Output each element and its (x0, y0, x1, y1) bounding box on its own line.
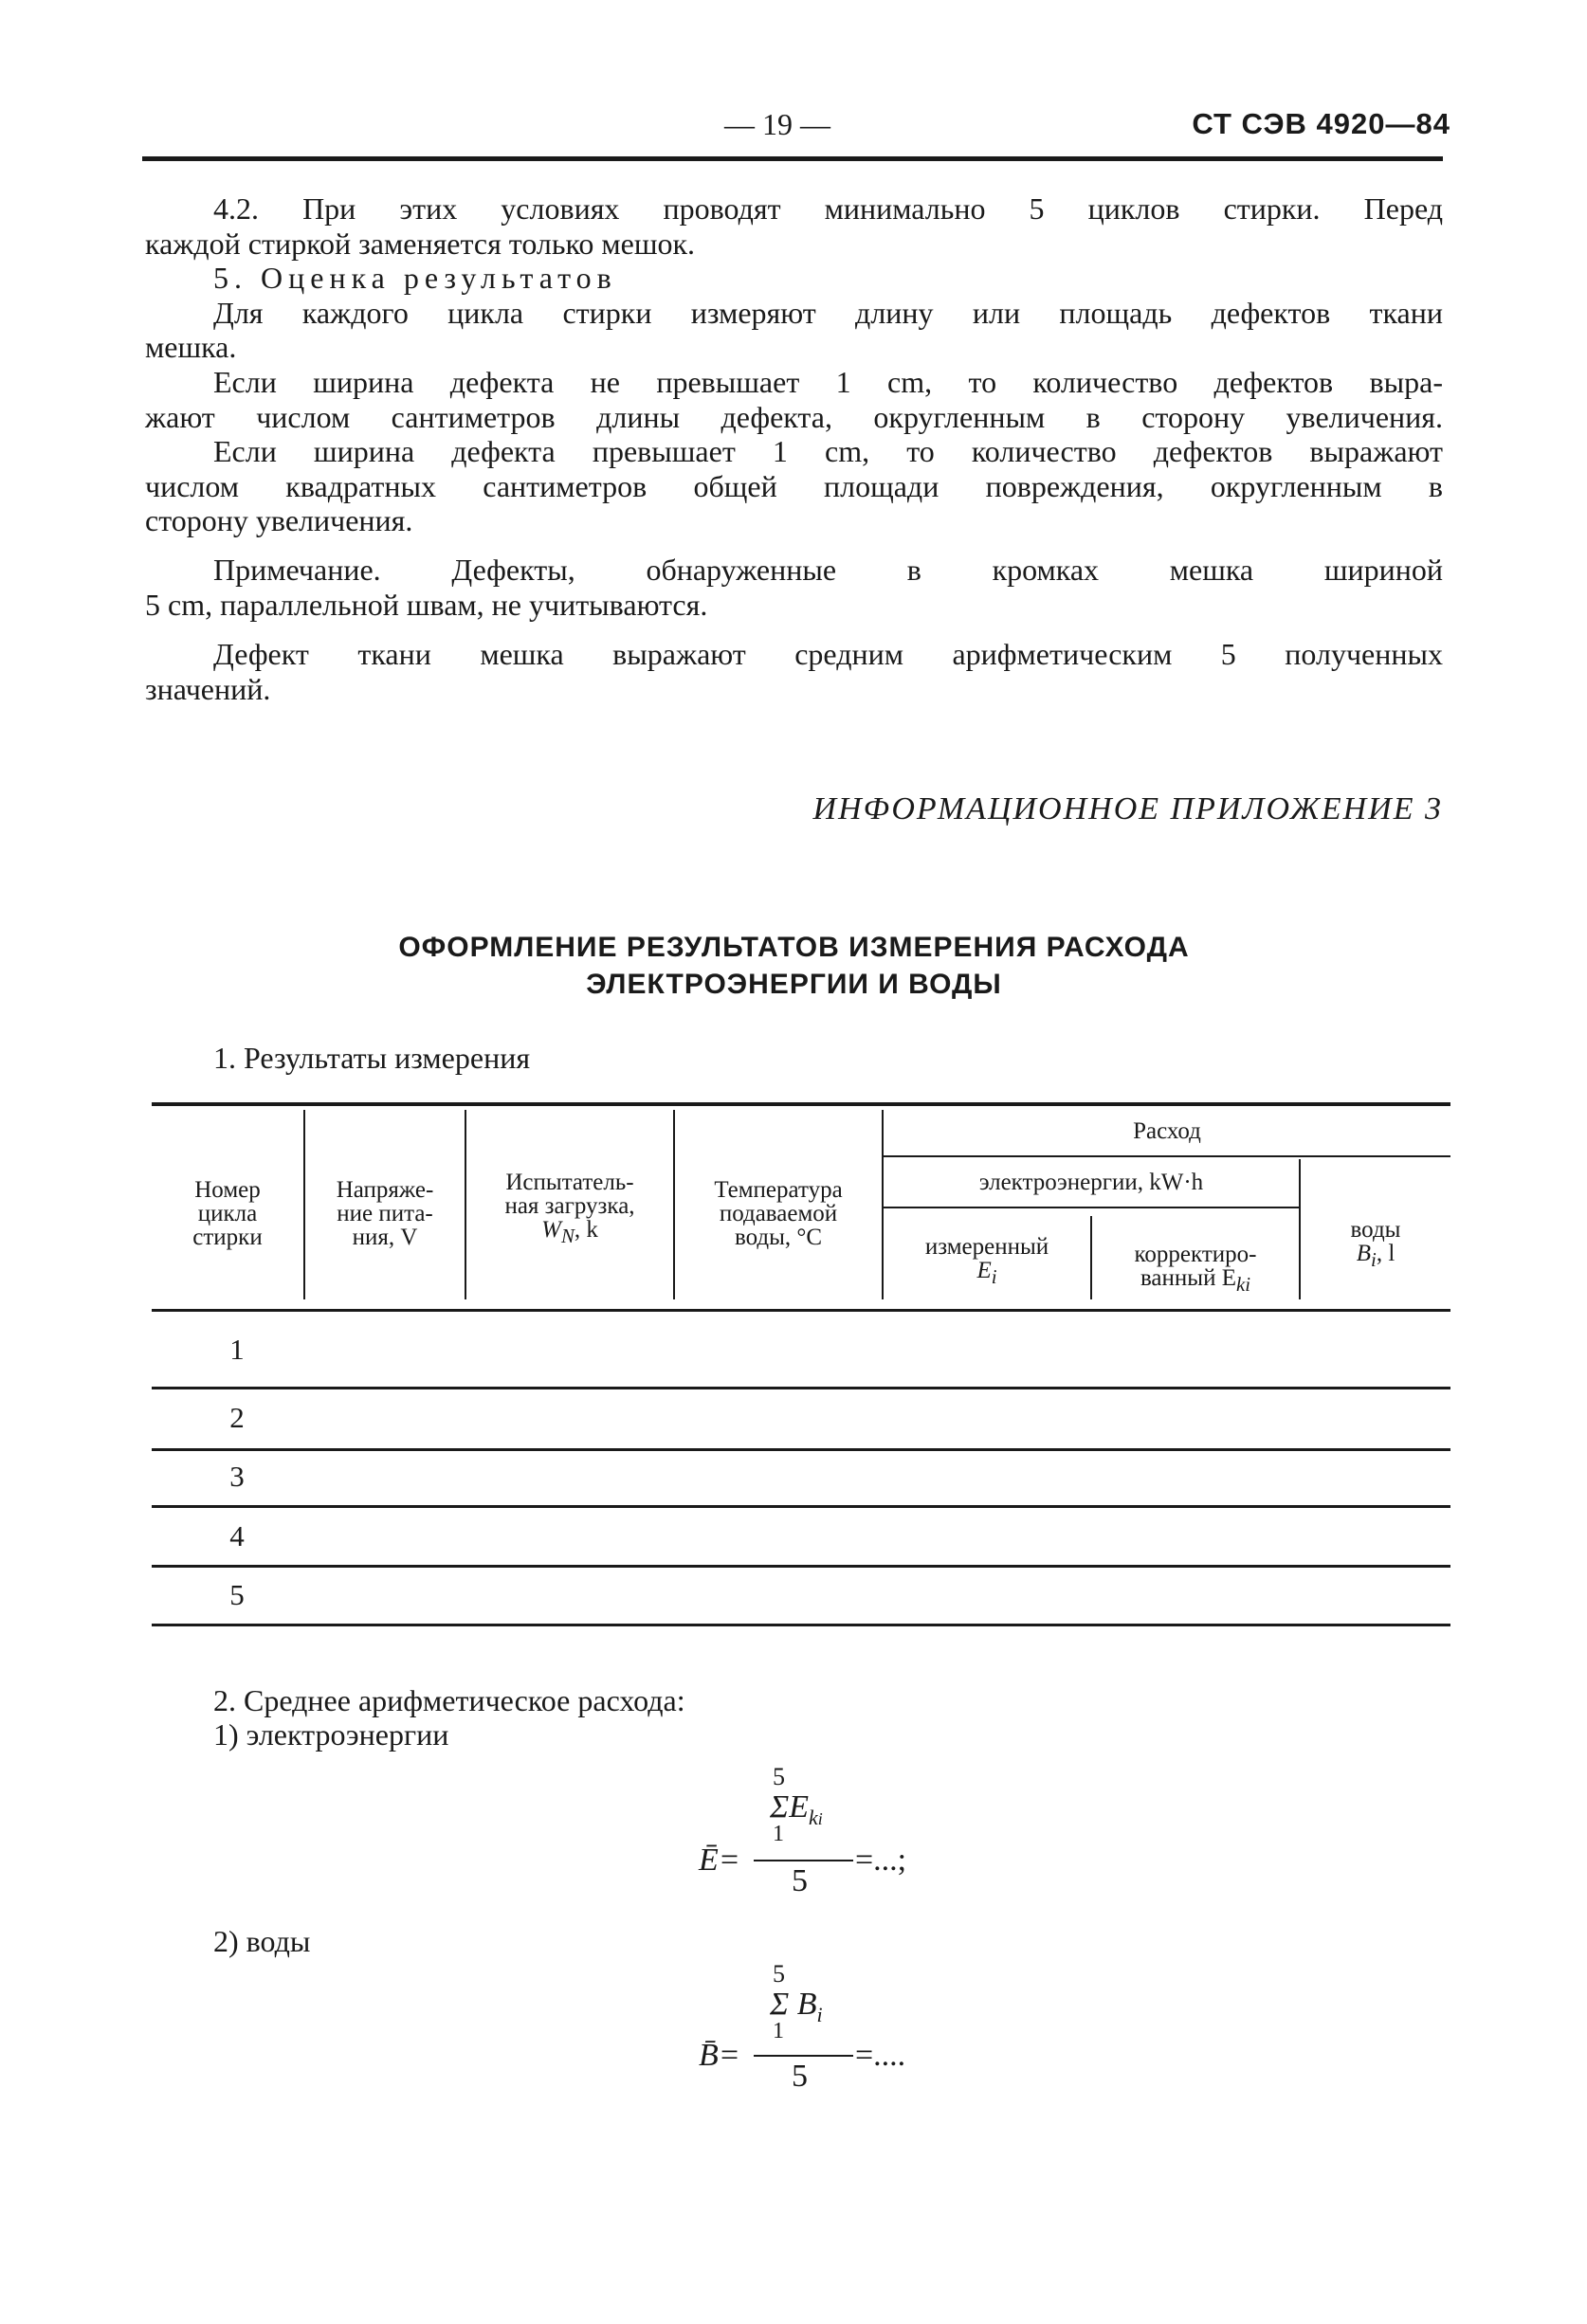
page-number: — 19 — (724, 107, 830, 141)
formula-e-sub-k: k (808, 1805, 818, 1829)
header-water-line1: воды (1350, 1217, 1401, 1243)
header-water-line2 (1301, 1242, 1450, 1272)
row-number-4: 4 (229, 1519, 245, 1552)
header-load-line2: ная загрузка, (504, 1193, 635, 1219)
formula-b-fraction-bar (754, 2055, 853, 2057)
row-rule-4 (152, 1565, 1450, 1568)
p3-line2: жают числом сантиметров длины дефекта, округленным в сторону увеличения. (145, 400, 1443, 434)
note-line1: Примечание. Дефекты, обнаруженные в кромках мешка шириной (213, 553, 1443, 587)
header-cycle-line2: цикла (197, 1201, 258, 1226)
standard-designation: СТ СЭВ 4920—84 (1192, 107, 1450, 140)
formula-e-lhs: Ē= (699, 1843, 740, 1878)
load-unit: , k (574, 1217, 598, 1243)
water-unit: , l (1376, 1241, 1395, 1266)
section-5-heading: 5. Оценка результатов (213, 261, 617, 295)
header-corrected (1092, 1243, 1299, 1297)
p4-line2: числом квадратных сантиметров общей площади повреждения, округленным в (145, 469, 1443, 503)
header-corrected-line1: корректиро- (1134, 1242, 1257, 1267)
table-bottom-rule (152, 1624, 1450, 1626)
formula-e-upper-limit: 5 (773, 1763, 785, 1790)
corrected-subscript-k: k (1235, 1273, 1246, 1296)
section-1-heading: 1. Результаты измерения (213, 1041, 531, 1075)
note-line2: 5 cm, параллельной швам, не учитываются. (145, 588, 708, 622)
corrected-symbol: ванный E (1140, 1265, 1236, 1291)
header-voltage-line2: ние пита- (337, 1201, 433, 1226)
formula-e-denominator: 5 (792, 1863, 808, 1898)
p5-line1: Дефект ткани мешка выражают средним арифметическим 5 полученных (213, 637, 1443, 671)
appendix-title-line1: ОФОРМЛЕНИЕ РЕЗУЛЬТАТОВ ИЗМЕРЕНИЯ РАСХОДА (398, 932, 1190, 963)
table-top-rule (152, 1102, 1450, 1106)
p4-line3: сторону увеличения. (145, 503, 413, 537)
header-temperature (675, 1178, 882, 1249)
header-bottom-rule (152, 1309, 1450, 1312)
header-corrected-line2 (1092, 1266, 1299, 1297)
formula-b-denominator: 5 (792, 2059, 808, 2094)
row-number-5: 5 (229, 1578, 245, 1611)
formula-b-sum: Σ B (770, 1987, 817, 2022)
p2-line1: Для каждого цикла стирки измеряют длину или площадь дефектов ткани (213, 296, 1443, 330)
water-symbol: B (1356, 1241, 1372, 1266)
formula-e-rhs: =...; (855, 1843, 907, 1878)
header-measured (884, 1235, 1090, 1289)
row-number-3: 3 (229, 1460, 245, 1493)
formula-b-upper-limit: 5 (773, 1960, 785, 1988)
header-temperature-line3: воды, °C (734, 1225, 823, 1250)
p4-line1: Если ширина дефекта превышает 1 cm, то количество дефектов выражают (213, 434, 1443, 468)
header-load (466, 1171, 673, 1248)
corrected-subscript-i: i (1245, 1273, 1251, 1296)
row-rule-3 (152, 1505, 1450, 1508)
formula-b-lower-limit: 1 (773, 2019, 784, 2043)
header-consumption: Расход (1133, 1118, 1201, 1144)
header-cycle-line1: Номер (194, 1177, 261, 1203)
formula-e-fraction-bar (754, 1860, 853, 1861)
header-temperature-line1: Температура (714, 1177, 843, 1203)
p1-line1: 4.2. При этих условиях проводят минимально 5 циклов стирки. Перед (213, 191, 1443, 226)
formula-e-sum: ΣE (770, 1789, 809, 1825)
row-number-1: 1 (229, 1333, 245, 1366)
p1-line2: каждой стиркой заменяется только мешок. (145, 227, 696, 261)
header-load-line1: Испытатель- (505, 1170, 634, 1195)
formula-b-rhs: =.... (855, 2038, 906, 2073)
p2-line2: мешка. (145, 330, 237, 364)
load-subscript: N (560, 1225, 575, 1247)
formula-b-sub-i: i (816, 2002, 823, 2026)
header-electricity: электроэнергии, kW·h (978, 1170, 1204, 1195)
row-rule-1 (152, 1387, 1450, 1389)
appendix-label: ИНФОРМАЦИОННОЕ ПРИЛОЖЕНИЕ 3 (812, 791, 1443, 826)
water-subscript: i (1371, 1248, 1377, 1271)
appendix-title-line2: ЭЛЕКТРОЭНЕРГИИ И ВОДЫ (586, 969, 1002, 1000)
row-number-2: 2 (229, 1401, 245, 1434)
header-measured-line2 (884, 1259, 1090, 1289)
load-symbol: W (541, 1217, 561, 1243)
header-rule (142, 156, 1443, 161)
row-rule-2 (152, 1448, 1450, 1451)
formula-e-sub-i: i (817, 1808, 823, 1828)
header-voltage-line1: Напряже- (336, 1177, 434, 1203)
header-cycle (152, 1178, 303, 1249)
rule-under-consumption (882, 1155, 1450, 1157)
measured-symbol: E (976, 1258, 992, 1283)
p5-line2: значений. (145, 672, 271, 706)
header-voltage (305, 1178, 465, 1249)
header-load-line3 (466, 1218, 673, 1248)
results-table (152, 1102, 1450, 1638)
rule-under-electricity (882, 1207, 1299, 1208)
header-measured-line1: измеренный (924, 1234, 1049, 1260)
header-temperature-line2: подаваемой (719, 1201, 838, 1226)
p3-line1: Если ширина дефекта не превышает 1 cm, то количество дефектов выра- (213, 365, 1443, 399)
header-cycle-line3: стирки (192, 1225, 263, 1250)
header-water (1301, 1218, 1450, 1272)
measured-subscript: i (991, 1265, 997, 1288)
formula-b-lhs: B̄= (699, 2038, 740, 2073)
average-item-water: 2) воды (213, 1924, 311, 1958)
average-item-electricity: 1) электроэнергии (213, 1717, 449, 1752)
section-2-heading: 2. Среднее арифметическое расхода: (213, 1683, 685, 1717)
formula-e-lower-limit: 1 (773, 1822, 784, 1846)
header-voltage-line3: ния, V (352, 1225, 418, 1250)
